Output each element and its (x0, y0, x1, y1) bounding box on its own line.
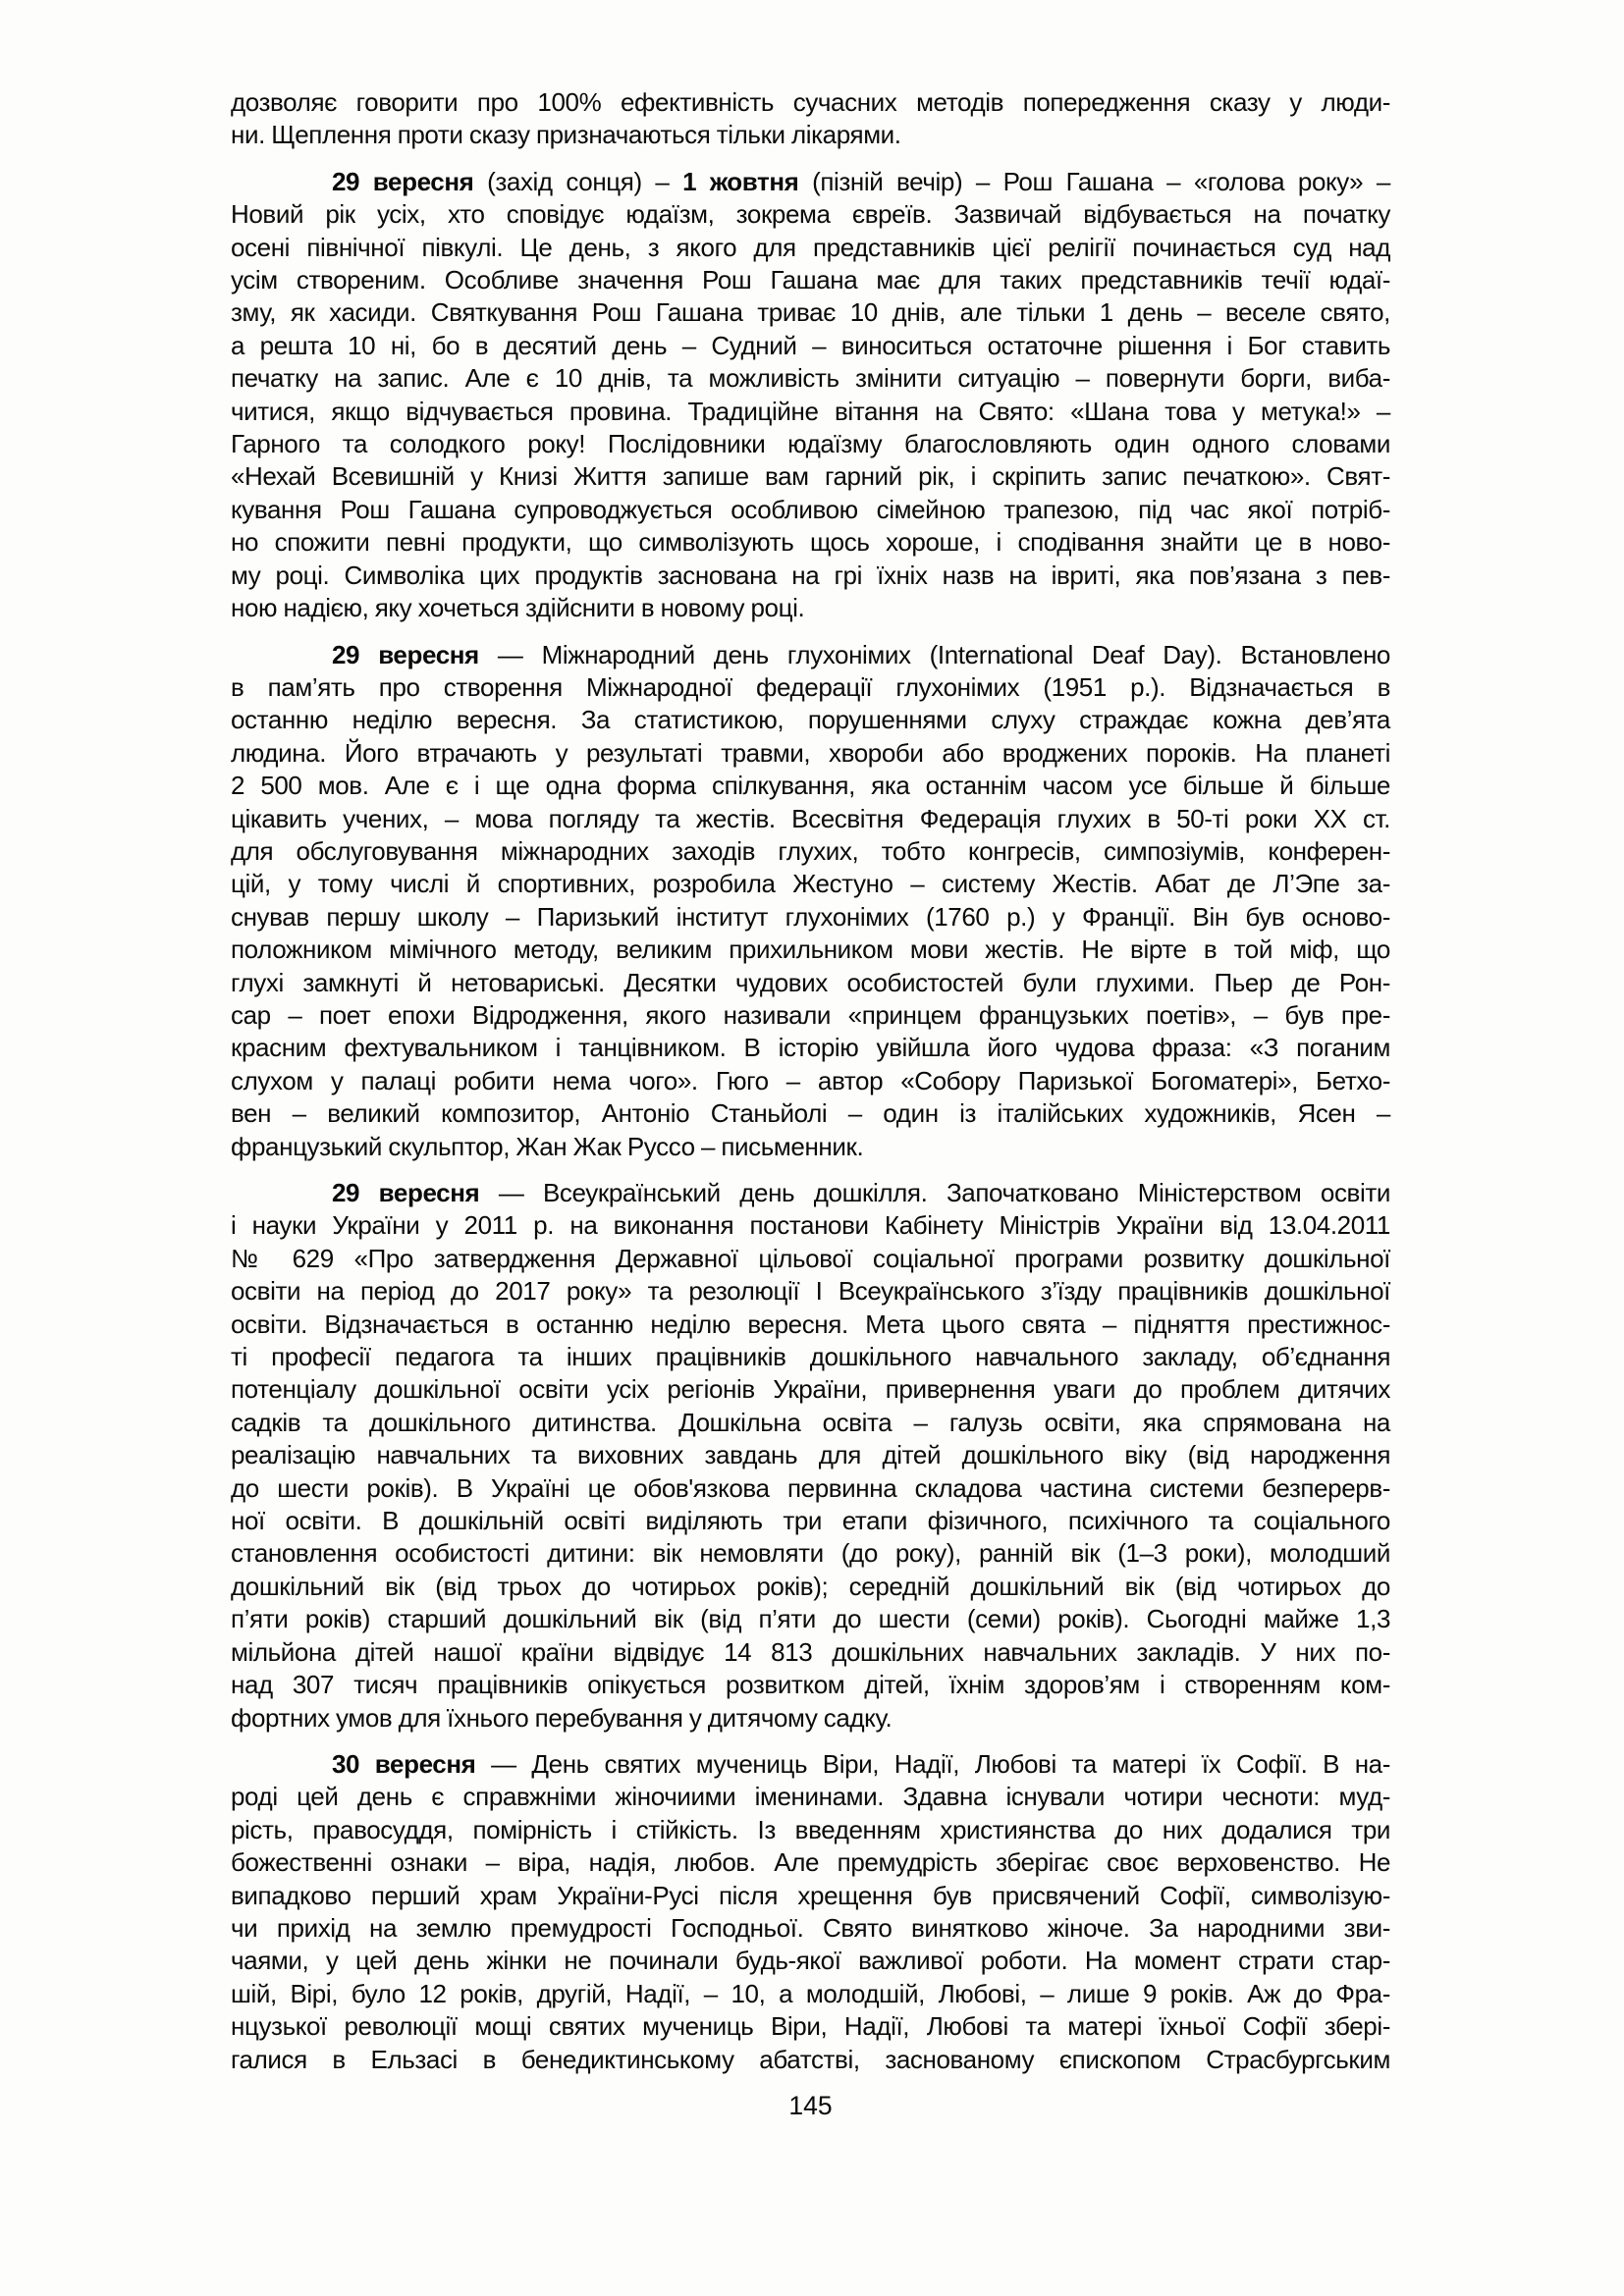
text-run: для обслуговування міжнародних заходів глухих, тобто конгресів, симпозіумів, конферен- (231, 835, 1390, 866)
text-run: а решта 10 ні, бо в десятий день – Судний – виноситься остаточне рішення і Бог ставить (231, 330, 1390, 360)
text-run: в пам’ять про створення Міжнародної федерації глухонімих (1951 р.). Відзначається в (231, 671, 1390, 702)
text-run: французький скульптор, Жан Жак Руссо – письменник. (231, 1131, 864, 1161)
text-line (231, 1097, 1390, 1130)
text-run: галися в Ельзасі в бенедиктинському абатстві, заснованому єпископом Страсбургським (231, 2044, 1390, 2074)
text-line (231, 934, 1390, 966)
text-line (231, 1846, 1390, 1879)
text-line (231, 1912, 1390, 1945)
text-line (231, 639, 1390, 671)
page-number: 145 (788, 2090, 833, 2120)
text-run: усім створеним. Особливе значення Рош Гашана має для таких представників течії юдаї- (231, 265, 1390, 295)
text-run: божественні ознаки – віра, надія, любов. Але премудрість зберігає своє верховенство. Не (231, 1847, 1390, 1878)
text-line (231, 460, 1390, 493)
text-run: зму, як хасиди. Святкування Рош Гашана триває 10 днів, але тільки 1 день – веселе свято, (231, 297, 1390, 328)
text-line (231, 1308, 1390, 1341)
text-line (231, 119, 1390, 151)
text-run: ни. Щеплення проти сказу призначаються тільки лікарями. (231, 120, 901, 150)
text-line (231, 560, 1390, 592)
date-heading: 29 вересня (332, 1178, 480, 1207)
text-line (231, 494, 1390, 526)
text-line (231, 1407, 1390, 1439)
text-run: фортних умов для їхнього перебування у дитячому садку. (231, 1702, 893, 1733)
text-line (231, 1243, 1390, 1275)
text-run: чи прихід на землю премудрості Господньої. Свято винятково жіноче. За народними зви- (231, 1912, 1390, 1943)
text-run: красним фехтувальником і танцівником. В історію увійшла його чудова фраза: «З поганим (231, 1033, 1390, 1063)
text-run: вен – великий композитор, Антоніо Станьйолі – один із італійських художників, Ясен – (231, 1098, 1390, 1129)
text-line (231, 835, 1390, 868)
text-line (231, 1571, 1390, 1603)
text-run: му році. Символіка цих продуктів заснована на грі їхніх назв на івриті, яка пов’язана з пев- (231, 560, 1390, 590)
text-run: шій, Вірі, було 12 років, другій, Надії, – 10, а молодшій, Любові, – лише 9 років. Аж до Фра- (231, 1978, 1390, 2008)
text-run: п’яти років) старший дошкільний вік (від п’яти до шести (семи) років). Сьогодні майже 1,3 (231, 1604, 1390, 1634)
text-line (231, 1748, 1390, 1781)
text-run: ною надією, яку хочеться здійснити в новому році. (231, 593, 805, 623)
text-line (231, 1945, 1390, 1977)
text-run: людина. Його втрачають у результаті травми, хвороби або вроджених пороків. На планеті (231, 737, 1390, 768)
text-run: цікавить учених, – мова погляду та жестів. Всесвітня Федерація глухих в 50-ті роки ХХ ст. (231, 803, 1390, 833)
text-run: цій, у тому числі й спортивних, розробила Жестуно – систему Жестів. Абат де Л’Эпе за- (231, 869, 1390, 899)
text-line (231, 1209, 1390, 1242)
text-run: мільйона дітей нашої країни відвідує 14 813 дошкільних навчальних закладів. У них по- (231, 1636, 1390, 1667)
text-line (231, 1505, 1390, 1537)
text-run: становлення особистості дитини: вік немовляти (до року), ранній вік (1–3 роки), молодший (231, 1538, 1390, 1569)
text-run: Гарного та солодкого року! Послідовники юдаїзму благословляють один одного словами (231, 429, 1390, 459)
text-line (231, 264, 1390, 296)
paragraph (231, 86, 1390, 152)
text-run: нцузької революції мощі святих мучениць Віри, Надії, Любові та матері їхньої Софії збері- (231, 2011, 1390, 2042)
text-line (231, 770, 1390, 802)
text-line (231, 1537, 1390, 1570)
text-line (231, 296, 1390, 329)
text-line (231, 232, 1390, 264)
text-run: положником мімічного методу, великим прихильником мови жестів. Не вірте в той міф, що (231, 934, 1390, 965)
text-run: останню неділю вересня. За статистикою, порушеннями слуху страждає кожна дев’ята (231, 705, 1390, 735)
text-run: дошкільний вік (від трьох до чотирьох років); середній дошкільний вік (від чотирьох до (231, 1571, 1390, 1601)
text-run: слухом у палаці робити нема чого». Гюго – автор «Собору Паризької Богоматері», Бетхо- (231, 1065, 1390, 1095)
date-heading: 29 вересня (332, 166, 474, 196)
text-line (231, 1781, 1390, 1813)
text-line (231, 737, 1390, 770)
text-line (231, 2044, 1390, 2076)
text-line (231, 1275, 1390, 1308)
text-line (231, 967, 1390, 999)
text-run: (захід сонця) – (473, 166, 683, 196)
text-line (231, 671, 1390, 704)
text-line (231, 330, 1390, 362)
text-run: роді цей день є справжніми жіночиими іменинами. Здавна існували чотири чесноти: муд- (231, 1782, 1390, 1812)
paragraph (231, 166, 1390, 625)
text-run: освіти на період до 2017 року» та резолюції І Всеукраїнського з’їзду працівників дошкільної (231, 1276, 1390, 1307)
text-run: осені північної півкулі. Це день, з якого для представників цієї релігії починається суд над (231, 232, 1390, 262)
text-line (231, 1341, 1390, 1373)
text-line (231, 428, 1390, 460)
text-line (231, 1702, 1390, 1735)
text-run: реалізацію навчальних та виховних завдань для дітей дошкільного віку (від народження (231, 1440, 1390, 1470)
text-line (231, 198, 1390, 231)
text-run: випадково перший храм України-Русі після хрещення був присвячений Софії, символізую- (231, 1880, 1390, 1910)
text-run: «Нехай Всевишній у Книзі Життя запише вам гарний рік, і скріпить запис печаткою». Свят- (231, 461, 1390, 492)
text-run: до шести років). В Україні це обов'язкова первинна складова частина системи безперерв- (231, 1472, 1390, 1503)
text-run: — Міжнародний день глухонімих (International Deaf Day). Встановлено (478, 639, 1390, 669)
text-run: Новий рік усіх, хто сповідує юдаїзм, зокрема євреїв. Зазвичай відбувається на початку (231, 199, 1390, 230)
text-line (231, 1439, 1390, 1471)
paragraph (231, 1748, 1390, 2076)
text-run: сар – поет епохи Відродження, якого називали «принцем французьких поетів», – був пре- (231, 999, 1390, 1030)
paragraph (231, 639, 1390, 1164)
text-line (231, 901, 1390, 934)
text-line (231, 999, 1390, 1032)
text-run: садків та дошкільного дитинства. Дошкільна освіта – галузь освіти, яка спрямована на (231, 1407, 1390, 1437)
text-run: освіти. Відзначається в останню неділю вересня. Мета цього свята – підняття престижнос- (231, 1308, 1390, 1339)
page-text-block (231, 86, 1390, 2122)
text-line (231, 2010, 1390, 2043)
text-line (231, 166, 1390, 198)
paragraph (231, 1177, 1390, 1735)
text-line (231, 803, 1390, 835)
text-line (231, 1603, 1390, 1635)
text-line (231, 1032, 1390, 1064)
text-line (231, 592, 1390, 624)
date-heading: 1 жовтня (682, 166, 799, 196)
text-line (231, 1814, 1390, 1846)
text-line (231, 526, 1390, 559)
text-line (231, 704, 1390, 736)
text-line (231, 1978, 1390, 2010)
text-line (231, 868, 1390, 900)
text-run: (пізній вечір) – Рош Гашана – «голова року» – (798, 166, 1390, 196)
text-run: но спожити певні продукти, що символізують щось хороше, і сподівання знайти це в ново- (231, 527, 1390, 558)
text-line (231, 1065, 1390, 1097)
text-line (231, 1472, 1390, 1505)
text-line (231, 86, 1390, 119)
text-run: № 629 «Про затвердження Державної цільової соціальної програми розвитку дошкільної (231, 1243, 1390, 1273)
text-run: — День святих мучениць Віри, Надії, Любові та матері їх Софії. В на- (475, 1748, 1390, 1779)
text-run: ної освіти. В дошкільній освіті виділяють три етапи фізичного, психічного та соціального (231, 1506, 1390, 1536)
text-run: снував першу школу – Паризький інститут глухонімих (1760 р.) у Франції. Він був осново- (231, 901, 1390, 932)
text-line (231, 396, 1390, 428)
text-line (231, 1636, 1390, 1669)
text-run: читися, якщо відчувається провина. Традиційне вітання на Свято: «Шана това у метука!» – (231, 396, 1390, 426)
text-run: потенціалу дошкільної освіти усіх регіонів України, привернення уваги до проблем дитячих (231, 1374, 1390, 1405)
text-run: глухі замкнуті й нетовариські. Десятки чудових особистостей були глухими. Пьер де Рон- (231, 967, 1390, 997)
text-line (231, 1177, 1390, 1209)
text-run: рість, правосуддя, помірність і стійкість. Із введенням християнства до них додалися три (231, 1814, 1390, 1844)
text-line (231, 362, 1390, 395)
text-run: ті професії педагога та інших працівників дошкільного навчального закладу, об’єднання (231, 1342, 1390, 1372)
text-run: — Всеукраїнський день дошкілля. Започатковано Міністерством освіти (479, 1178, 1390, 1207)
text-run: чаями, у цей день жінки не починали будь-якої важливої роботи. На момент страти стар- (231, 1946, 1390, 1976)
text-run: кування Рош Гашана супроводжується особливою сімейною трапезою, під час якої потріб- (231, 494, 1390, 524)
text-line (231, 1880, 1390, 1912)
text-run: над 307 тисяч працівників опікується розвитком дітей, їхнім здоров’ям і створенням ком- (231, 1670, 1390, 1700)
text-run: дозволяє говорити про 100% ефективність сучасних методів попередження сказу у люди- (231, 87, 1390, 117)
text-line (231, 1669, 1390, 1701)
text-run: 2 500 мов. Але є і ще одна форма спілкування, яка останнім часом усе більше й більше (231, 771, 1390, 801)
text-line (231, 1373, 1390, 1406)
date-heading: 29 вересня (332, 639, 479, 669)
text-run: і науки України у 2011 р. на виконання постанови Кабінету Міністрів України від 13.04.2011 (231, 1210, 1390, 1241)
date-heading: 30 вересня (332, 1748, 476, 1779)
text-run: печатку на запис. Але є 10 днів, та можливість змінити ситуацію – повернути борги, виба- (231, 363, 1390, 394)
text-line (231, 1131, 1390, 1163)
